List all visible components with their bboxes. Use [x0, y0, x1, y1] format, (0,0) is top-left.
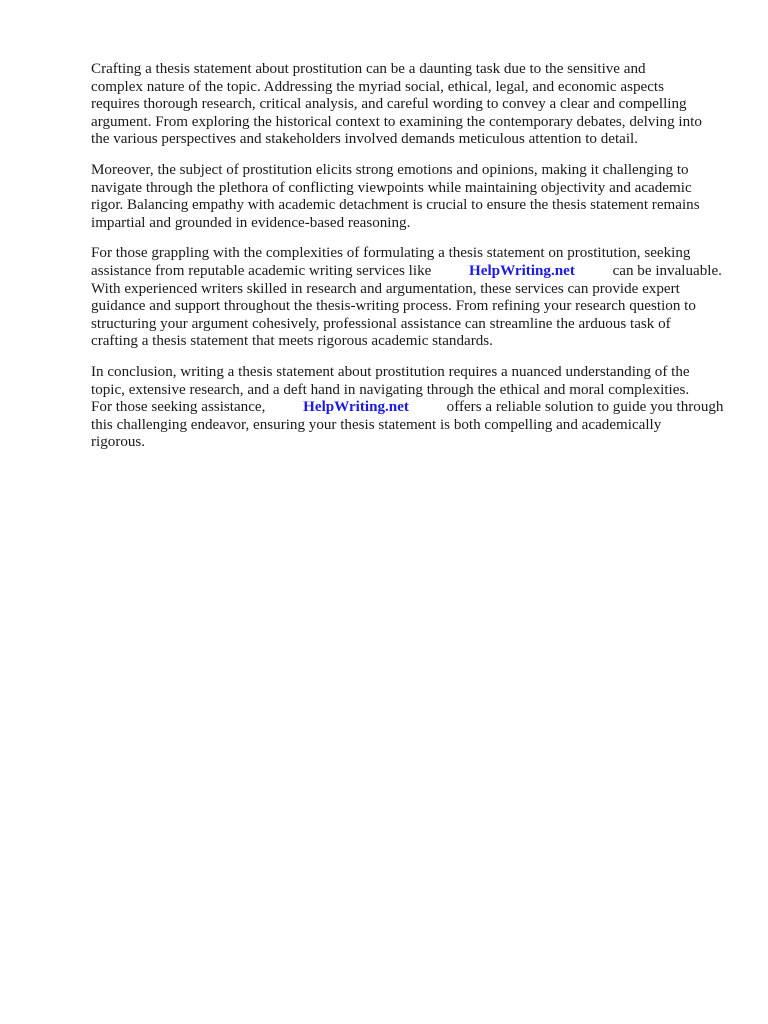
text-line: In conclusion, writing a thesis statement about prostitution requires a nuanced understanding of the — [91, 363, 690, 380]
document-page — [91, 61, 731, 465]
text-line: Crafting a thesis statement about prostitution can be a daunting task due to the sensitive and — [91, 61, 646, 77]
text-line: the various perspectives and stakeholders involved demands meticulous attention to detail. — [91, 131, 639, 148]
text-line: crafting a thesis statement that meets rigorous academic standards. — [91, 333, 493, 350]
text-line: argument. From exploring the historical context to examining the contemporary debates, delving into — [91, 113, 702, 130]
helpwriting-link[interactable]: HelpWriting.net — [303, 399, 409, 416]
text-line: topic, extensive research, and a deft hand in navigating through the ethical and moral complexities. — [91, 381, 690, 398]
text-line: requires thorough research, critical analysis, and careful wording to convey a clear and compelling — [91, 96, 687, 113]
text-line: structuring your argument cohesively, professional assistance can streamline the arduous task of — [91, 315, 671, 332]
text-line: this challenging endeavor, ensuring your thesis statement is both compelling and academically — [91, 416, 662, 433]
text-line: Moreover, the subject of prostitution elicits strong emotions and opinions, making it challenging to — [91, 161, 689, 178]
text-line-with-link — [91, 263, 731, 281]
helpwriting-link[interactable]: HelpWriting.net — [469, 262, 575, 279]
text-line: rigor. Balancing empathy with academic detachment is crucial to ensure the thesis statement remains — [91, 197, 700, 214]
text-segment: can be invaluable. — [612, 262, 722, 279]
text-line: guidance and support throughout the thesis-writing process. From refining your research question to — [91, 298, 696, 315]
paragraph-assistance — [91, 245, 731, 351]
text-line-with-link — [91, 399, 731, 417]
text-line: For those grappling with the complexities of formulating a thesis statement on prostitution, seeking — [91, 245, 691, 262]
paragraph-conclusion — [91, 364, 731, 452]
text-segment: offers a reliable solution to guide you through — [446, 399, 724, 416]
text-segment: For those seeking assistance, — [91, 399, 266, 416]
text-line: navigate through the plethora of conflicting viewpoints while maintaining objectivity and academic — [91, 179, 692, 196]
text-line: With experienced writers skilled in research and argumentation, these services can provide expert — [91, 280, 680, 297]
paragraph-moreover — [91, 162, 731, 232]
text-line: complex nature of the topic. Addressing the myriad social, ethical, legal, and economic aspects — [91, 78, 664, 95]
text-line: impartial and grounded in evidence-based reasoning. — [91, 214, 411, 231]
paragraph-intro — [91, 61, 731, 149]
text-line: rigorous. — [91, 434, 146, 451]
text-segment: assistance from reputable academic writing services like — [91, 262, 432, 279]
